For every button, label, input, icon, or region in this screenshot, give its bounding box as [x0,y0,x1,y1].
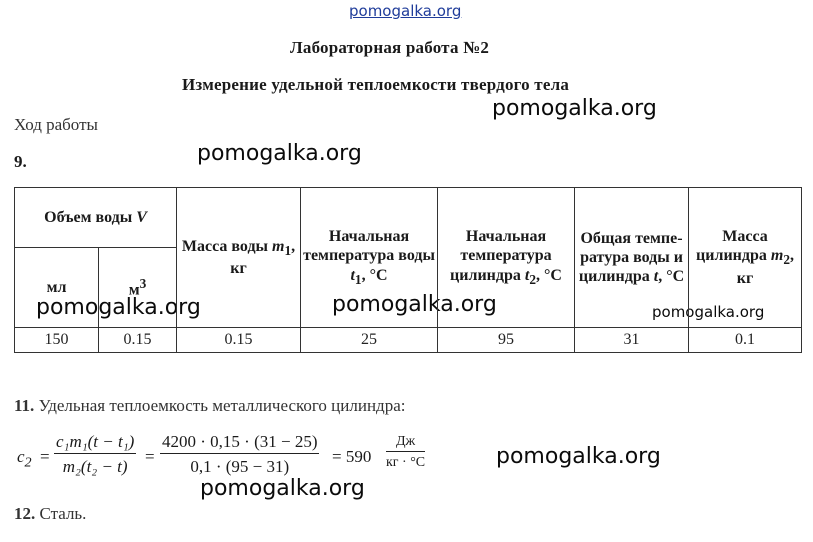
header-initial-temp-water-symbol: t [350,266,355,284]
measurements-table [14,187,802,353]
header-initial-temp-water-unit: , °С [361,266,388,284]
header-unit-m3 [99,248,177,328]
step-12-text: Сталь. [39,504,87,523]
header-mass-cylinder-unit: , кг [736,247,794,287]
header-mass-water-symbol: m [272,237,285,255]
header-mass-water [177,188,301,328]
header-total-temp-symbol: t [653,268,659,286]
step-9-number: 9. [14,152,27,171]
header-volume-label: Объем воды [44,208,133,226]
header-mass-cylinder-subscript: 2 [783,252,790,268]
formula-equals: = [145,447,155,466]
watermark-text: pomogalka.org [492,96,657,121]
header-unit-ml [15,248,99,328]
formula-unit-numerator: Дж [386,434,425,452]
header-mass-cylinder-symbol: m [770,247,784,265]
unit-m3-label: м [128,281,140,299]
value-total-temp: 31 [575,328,689,353]
formula-general-denominator: m₂(t₂ − t) [62,457,128,476]
step-11-text: Удельная теплоемкость металлического цилиндра: [38,396,406,415]
header-volume [15,188,177,248]
formula-numeric-fraction [160,432,319,477]
header-initial-temp-water-label: Начальная температура воды [303,228,435,265]
formula-unit-fraction [386,434,425,471]
watermark-text: pomogalka.org [332,292,497,317]
header-initial-temp-cylinder-unit: , °С [536,266,562,284]
header-total-temp-label-2: ратура воды и цилиндра [578,248,683,286]
page-title: Лабораторная работа №2 [290,38,490,57]
step-11-number: 11. [14,396,35,415]
step-12-number: 12. [14,504,36,523]
formula-general-fraction [54,432,136,477]
header-initial-temp-cylinder-symbol: t [524,266,530,284]
header-mass-cylinder [689,188,802,328]
value-mass-cylinder: 0.1 [689,328,802,353]
header-mass-cylinder-label: Масса цилиндра [696,228,768,265]
formula-equals: = [40,447,50,466]
value-mass-water: 0.15 [177,328,301,353]
header-initial-temp-water [301,188,438,328]
formula-lhs-subscript: 2 [24,454,32,471]
watermark-text: pomogalka.org [496,444,661,469]
formula-numeric-denominator: 0,1 · (95 − 31) [190,457,290,476]
page-subtitle: Измерение удельной теплоемкости твердого тела [182,75,570,94]
formula-lhs-symbol: c [17,447,25,466]
formula-unit-denominator: кг · °С [386,455,426,470]
header-initial-temp-cylinder-label: Начальная температура цилиндра [450,228,552,284]
header-mass-water-label: Масса воды [181,237,269,255]
value-initial-temp-water: 25 [301,328,438,353]
header-total-temp [575,188,689,328]
watermark-text: pomogalka.org [652,303,765,321]
watermark-text: pomogalka.org [200,476,365,501]
value-volume-ml: 150 [15,328,99,353]
formula-general-numerator: c₁m₁(t − t₁) [54,432,136,454]
header-volume-symbol: V [136,208,147,226]
step-12 [14,504,86,524]
header-total-temp-unit: , °С [658,268,685,286]
header-initial-temp-water-subscript: 1 [354,271,362,287]
progress-label: Ход работы [14,115,98,134]
unit-ml-label: мл [46,278,67,296]
watermark-text: pomogalka.org [197,141,362,166]
step-11 [14,396,405,416]
formula-numeric-numerator: 4200 · 0,15 · (31 − 25) [160,432,319,454]
header-initial-temp-cylinder-subscript: 2 [529,271,537,287]
header-initial-temp-cylinder [438,188,575,328]
header-mass-water-unit: , кг [230,237,296,277]
watermark-text: pomogalka.org [36,295,201,320]
formula-result: = 590 [332,447,372,466]
formula-lhs [17,447,32,471]
table-row [15,328,802,353]
value-volume-m3: 0.15 [99,328,177,353]
watermark-top-link: pomogalka.org [349,2,462,20]
header-mass-water-subscript: 1 [284,243,292,258]
value-initial-temp-cylinder: 95 [438,328,575,353]
header-total-temp-label-1: Общая темпе- [580,229,683,247]
table-header-row [15,188,802,248]
unit-m3-superscript: 3 [139,275,147,291]
